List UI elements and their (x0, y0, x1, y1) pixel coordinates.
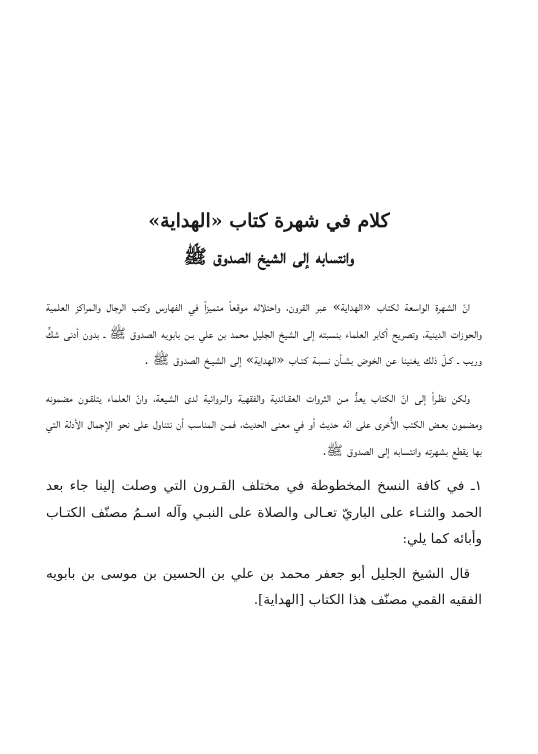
paragraph-4: قال الشيخ الجليل أبو جعفر محمد بن علي بن الحسين بن موسى بن بابويه الفقيه القمي مصنّف هذا الكتاب [الهداية]. (46, 566, 482, 608)
section-heading (60, 203, 478, 275)
paragraph-3: ١ـ في كافة النسخ المخطوطة في مختلف القـرون التي وصلت إلينا جاء بعد الحمد والثنـاء على الباريّ تعـالى والصلاة على النبـي وآله اسـمُ مصنّف الكتـاب وأبائه كما يلي: (46, 479, 482, 547)
heading-line-1: كلام في شهرة كتاب «الهداية» (148, 210, 390, 232)
heading-line-2: وانتسابه إلى الشيخ الصدوق ﷺ (183, 246, 355, 268)
paragraph-1: انّ الشهرة الواسعة لكتاب «الهداية» عبر القرون، واحتلاله موقعاً متميزاً في الفهارس وكتب الرجال والمراكز العلمية والحوزات الدينية، وتصريح أكابر العلماء بنسبته إلى الشيخ الجليل محمد بن علي بـن بابويه الصدوق ﷺ ـ بدون أدنى شكٍّ وريب ـ كـلّ ذلك يغنينا عن الخوض بشـأن نسبـة كتـاب «الهداية» إلى الشيـخ الصدوق ﷺ . (46, 300, 482, 368)
paragraph-2: ولكن نظـراً إلى انّ الكتاب يعدُّ مـن الثروات العقـائدية والفقهية والـروائية لدى الشيعة، وانّ العلماء يتلقـون مضمونه ومضمون بعـض الكتب الأُخرى على انّه حديث أو في معنى الحديث، فمـن المناسب أن نتناول على نحو الإجمال الأدلة التي بها يقطع بشهرته وانتسابه إلى الصدوق ﷺ. (46, 390, 482, 459)
body-text (46, 295, 482, 615)
